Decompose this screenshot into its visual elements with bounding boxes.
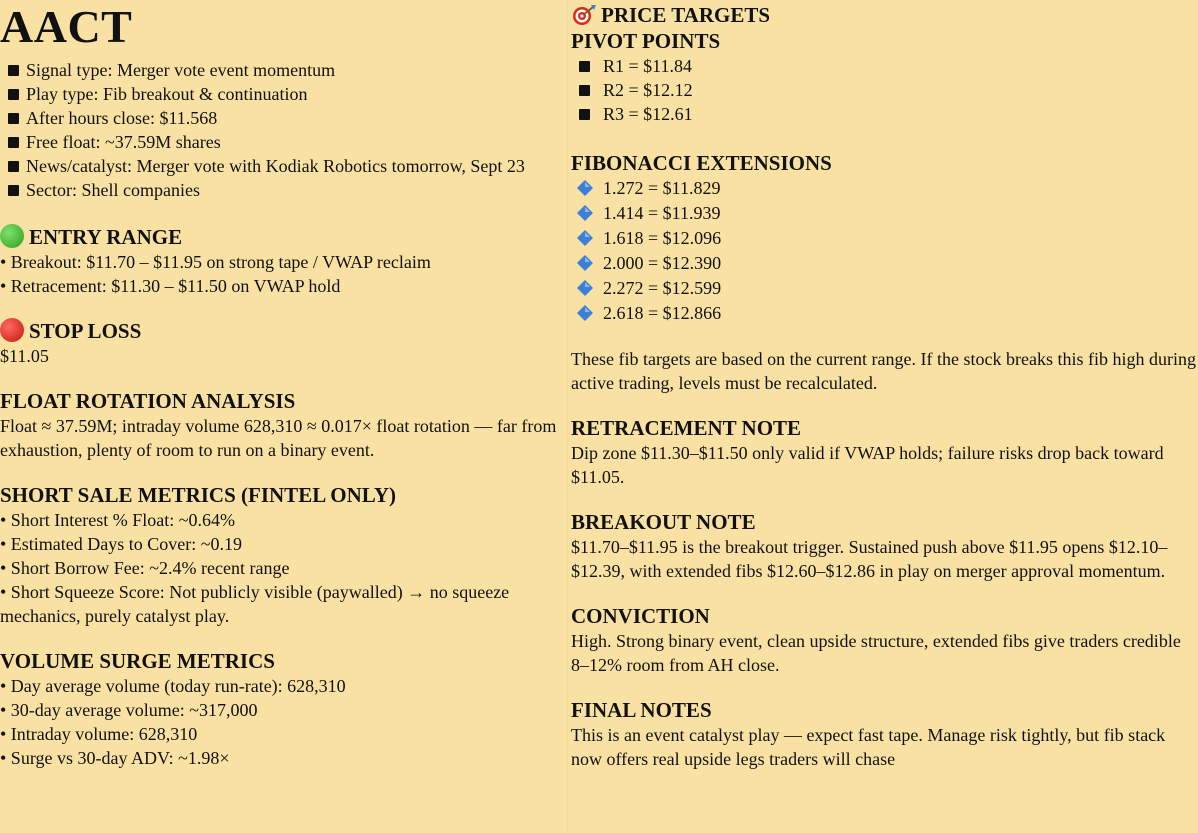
breakout-note-text: $11.70–$11.95 is the breakout trigger. Sustained push above $11.95 opens $12.10–$12.39, with extended fibs $12.60–$12.86 in play on merger approval momentum. [571,537,1168,581]
black-square-icon [8,161,19,172]
pivot-item: R1 = $11.84 [571,54,1198,78]
fibonacci-section [571,150,1198,395]
retracement-note-section [571,415,1198,489]
volume-item: • Surge vs 30-day ADV: ~1.98× [0,748,230,768]
stop-loss-value: $11.05 [0,346,49,366]
final-notes-text: This is an event catalyst play — expect fast tape. Manage risk tightly, but fib stack now offers real upside legs traders will chase [571,725,1166,769]
volume-item: • 30-day average volume: ~317,000 [0,700,258,720]
price-targets-heading: PRICE TARGETS [571,2,1198,28]
final-notes-section [571,697,1198,771]
fib-item: 1.618 = $12.096 [571,226,1198,250]
stop-loss-heading: STOP LOSS [0,318,568,344]
fib-item: 2.000 = $12.390 [571,251,1198,275]
pivot-item: R3 = $12.61 [571,102,1198,126]
summary-item: Play type: Fib breakout & continuation [0,82,568,106]
blue-diamond-icon [577,305,593,321]
short-sale-item: • Short Borrow Fee: ~2.4% recent range [0,558,290,578]
fibonacci-note: These fib targets are based on the current range. If the stock breaks this fib high during active trading, levels must be recalculated. [571,349,1196,393]
green-circle-icon [0,224,24,248]
float-rotation-heading: FLOAT ROTATION ANALYSIS [0,389,296,413]
direct-hit-target-icon [571,4,597,26]
summary-item: Sector: Shell companies [0,178,568,202]
black-square-icon [579,109,590,120]
retracement-note-text: Dip zone $11.30–$11.50 only valid if VWAP holds; failure risks drop back toward $11.05. [571,443,1164,487]
retracement-note-heading: RETRACEMENT NOTE [571,416,802,440]
fib-item: 2.272 = $12.599 [571,276,1198,300]
float-rotation-section [0,388,568,462]
volume-surge-section [0,648,568,770]
blue-diamond-icon [577,205,593,221]
pivot-item: R2 = $12.12 [571,78,1198,102]
pivot-points-section [571,28,1198,126]
ticker-title: AACT [0,1,133,52]
float-rotation-text: Float ≈ 37.59M; intraday volume 628,310 ≈ 0.017× float rotation — far from exhaustion, plenty of room to run on a binary event. [0,416,557,460]
volume-item: • Day average volume (today run-rate): 628,310 [0,676,346,696]
breakout-note-section [571,509,1198,583]
volume-item: • Intraday volume: 628,310 [0,724,198,744]
entry-item: • Retracement: $11.30 – $11.50 on VWAP hold [0,276,341,296]
entry-item: • Breakout: $11.70 – $11.95 on strong tape / VWAP reclaim [0,252,431,272]
fibonacci-heading: FIBONACCI EXTENSIONS [571,151,832,175]
blue-diamond-icon [577,255,593,271]
stop-loss-section [0,318,568,368]
blue-diamond-icon [577,180,593,196]
short-sale-item: • Short Interest % Float: ~0.64% [0,510,236,530]
conviction-heading: CONVICTION [571,604,710,628]
red-circle-icon [0,318,24,342]
conviction-text: High. Strong binary event, clean upside structure, extended fibs give traders credible 8–12% room from AH close. [571,631,1181,675]
blue-diamond-icon [577,230,593,246]
short-sale-item: • Estimated Days to Cover: ~0.19 [0,534,243,554]
summary-list [0,58,568,202]
fib-item: 1.414 = $11.939 [571,201,1198,225]
pivot-list [571,54,1198,126]
blue-diamond-icon [577,280,593,296]
black-square-icon [579,85,590,96]
short-sale-heading: SHORT SALE METRICS (FINTEL ONLY) [0,483,397,507]
summary-item: After hours close: $11.568 [0,106,568,130]
black-square-icon [8,113,19,124]
fib-item: 2.618 = $12.866 [571,301,1198,325]
right-column [570,0,1198,833]
fibonacci-list [571,176,1198,325]
short-sale-item: • Short Squeeze Score: Not publicly visible (paywalled) → no squeeze mechanics, purely catalyst play. [0,582,510,626]
summary-item: Free float: ~37.59M shares [0,130,568,154]
conviction-section [571,603,1198,677]
entry-range-heading: ENTRY RANGE [0,224,568,250]
summary-item: Signal type: Merger vote event momentum [0,58,568,82]
pivot-points-heading: PIVOT POINTS [571,29,721,53]
entry-range-section [0,224,568,298]
volume-surge-heading: VOLUME SURGE METRICS [0,649,275,673]
breakout-note-heading: BREAKOUT NOTE [571,510,756,534]
short-sale-section [0,482,568,628]
left-column [0,0,568,833]
black-square-icon [8,89,19,100]
black-square-icon [8,137,19,148]
summary-item: News/catalyst: Merger vote with Kodiak Robotics tomorrow, Sept 23 [0,154,568,178]
final-notes-heading: FINAL NOTES [571,698,712,722]
black-square-icon [8,185,19,196]
black-square-icon [579,61,590,72]
black-square-icon [8,65,19,76]
fib-item: 1.272 = $11.829 [571,176,1198,200]
